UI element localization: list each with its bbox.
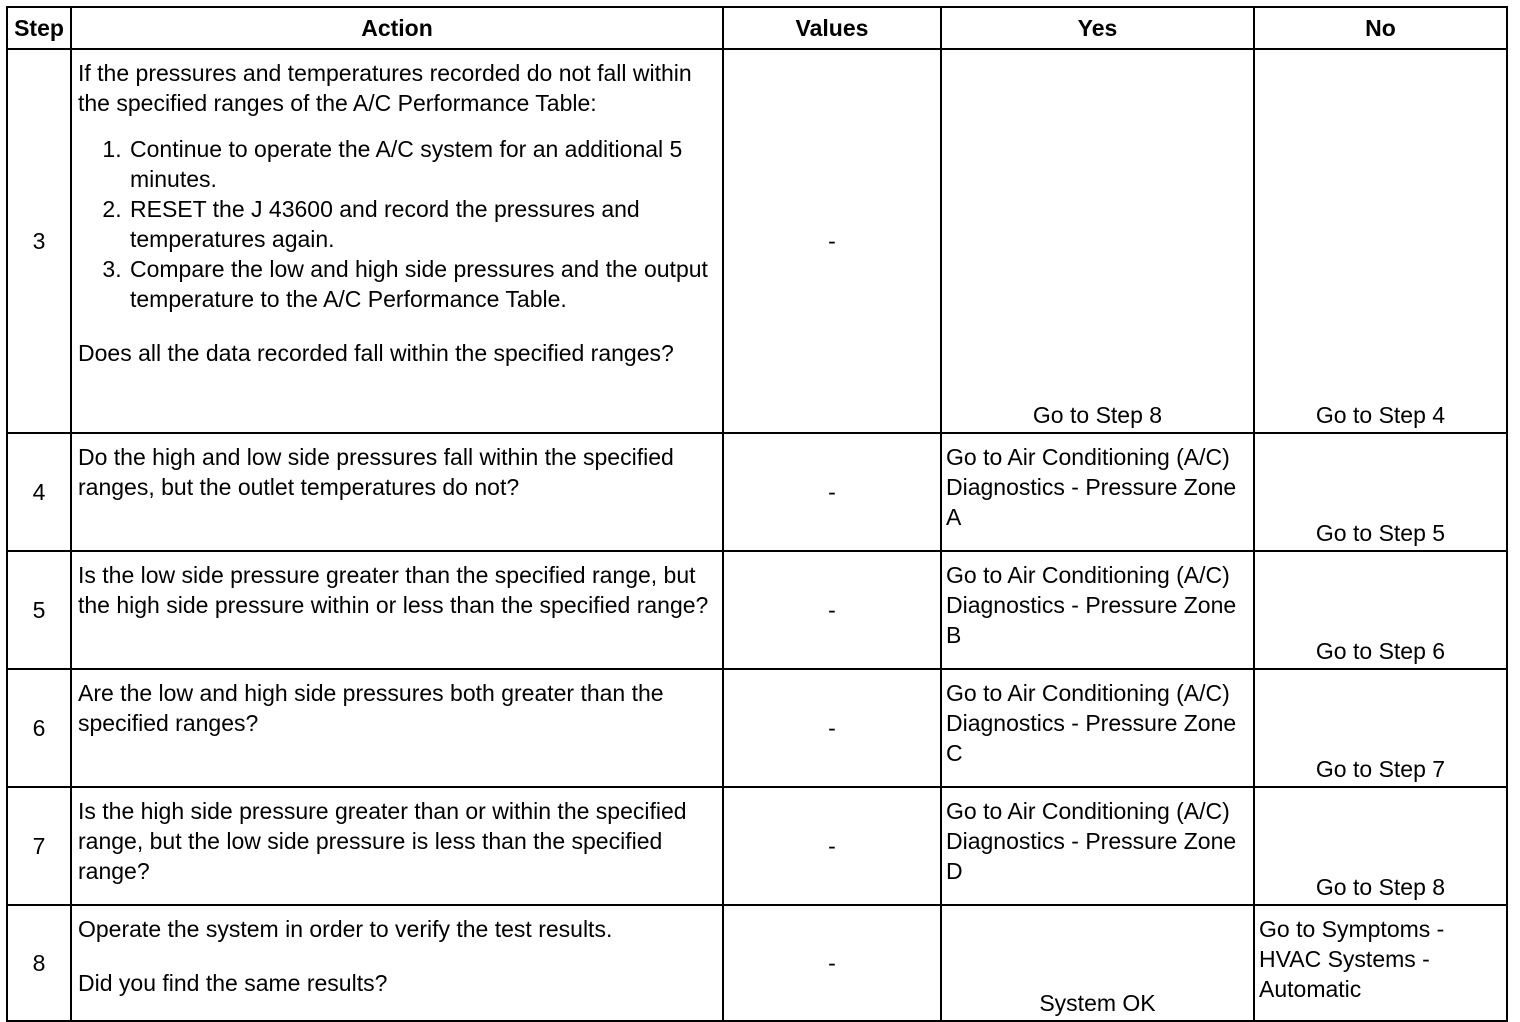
step-number: 4 [7,433,71,551]
step-number: 7 [7,787,71,905]
diagnostic-table-container [6,6,1508,1022]
header-step: Step [7,7,71,49]
substep-list [78,134,718,314]
step-number: 8 [7,905,71,1021]
no-cell [1254,787,1507,905]
no-cell [1254,551,1507,669]
action-intro: Operate the system in order to verify the test results. [78,916,613,942]
yes-result: Go to Step 8 [1032,402,1163,428]
yes-result: Go to Air Conditioning (A/C) Diagnostics - Pressure Zone C [946,680,1237,766]
action-question: Did you find the same results? [78,970,388,996]
yes-cell [941,433,1254,551]
values-cell: - [723,551,941,669]
no-result: Go to Step 4 [1315,402,1446,428]
header-no: No [1254,7,1507,49]
table-row [7,433,1507,551]
no-cell [1254,49,1507,433]
step-number: 3 [7,49,71,433]
values-cell: - [723,433,941,551]
action-cell: Are the low and high side pressures both greater than the specified ranges? [71,669,723,787]
table-row [7,669,1507,787]
no-result: Go to Step 6 [1315,638,1446,664]
no-cell [1254,433,1507,551]
step-number: 5 [7,551,71,669]
no-result: Go to Step 7 [1315,756,1446,782]
action-intro: If the pressures and temperatures recorded do not fall within the specified ranges of the A/C Performance Table: [78,60,692,116]
yes-cell [941,49,1254,433]
yes-result: System OK [1039,990,1156,1016]
table-row [7,551,1507,669]
header-yes: Yes [941,7,1254,49]
values-cell: - [723,905,941,1021]
step-number: 6 [7,669,71,787]
action-cell: Do the high and low side pressures fall within the specified ranges, but the outlet temperatures do not? [71,433,723,551]
yes-cell [941,905,1254,1021]
diagnostic-table [6,6,1508,1022]
values-cell: - [723,49,941,433]
yes-cell [941,551,1254,669]
header-action: Action [71,7,723,49]
header-values: Values [723,7,941,49]
no-result: Go to Symptoms - HVAC Systems - Automatic [1259,916,1445,1002]
table-row [7,49,1507,433]
values-cell: - [723,669,941,787]
no-result: Go to Step 5 [1315,520,1446,546]
yes-cell [941,669,1254,787]
header-row [7,7,1507,49]
action-cell [71,49,723,433]
table-row [7,905,1507,1021]
action-cell [71,905,723,1021]
yes-cell [941,787,1254,905]
table-row [7,787,1507,905]
yes-result: Go to Air Conditioning (A/C) Diagnostics - Pressure Zone D [946,798,1237,884]
action-question: Does all the data recorded fall within the specified ranges? [78,340,674,366]
no-cell [1254,669,1507,787]
substep-item: 3. Compare the low and high side pressures and the output temperature to the A/C Performance Table. [128,254,718,314]
action-cell: Is the high side pressure greater than or within the specified range, but the low side pressure is less than the specified range? [71,787,723,905]
substep-item: 1. Continue to operate the A/C system for an additional 5 minutes. [128,134,718,194]
substep-item: 2. RESET the J 43600 and record the pressures and temperatures again. [128,194,718,254]
no-result: Go to Step 8 [1315,874,1446,900]
values-cell: - [723,787,941,905]
action-cell: Is the low side pressure greater than the specified range, but the high side pressure within or less than the specified range? [71,551,723,669]
yes-result: Go to Air Conditioning (A/C) Diagnostics - Pressure Zone A [946,444,1237,530]
yes-result: Go to Air Conditioning (A/C) Diagnostics - Pressure Zone B [946,562,1237,648]
no-cell [1254,905,1507,1021]
